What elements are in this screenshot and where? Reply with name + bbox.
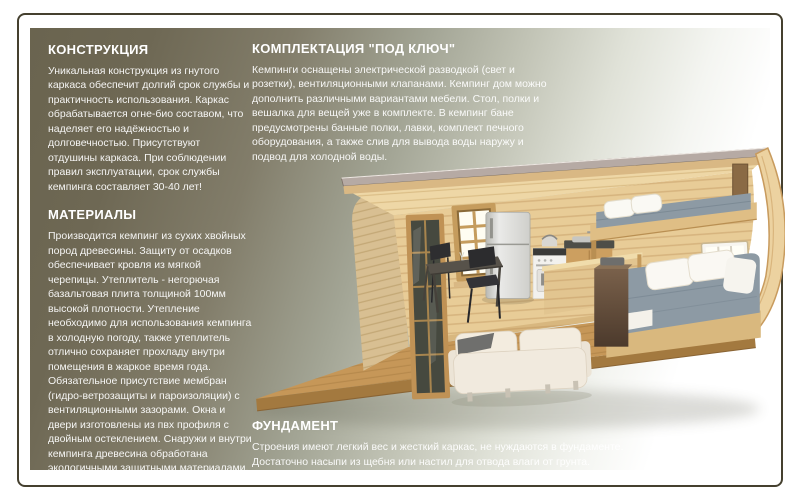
bed-pillow [645,257,694,290]
sink [572,236,592,242]
left-column [48,42,252,476]
walnut-cabinet [594,257,632,346]
loft-pillow [603,198,635,219]
glazed-door [406,214,451,400]
materials-body: Производится кемпинг из сухих хвойных пород древесины. Защиту от осадков обеспечивает кровля из мягкой черепицы. Утеплитель - негорючая базальтовая плита толщиной 100мм высокой плотности. Утепление необходимо для использования кемпинга в холодную погоду, также утеплитель отлично сохраняет прохладу внутри помещения в жаркое время года. Обязательное присутствие мембран (гидро-ветрозащиты и пароизоляции) с вентиляционными зазорами. Окна и двери изготовлены из пвх профиля с двойным остеклением. Снаружи и внутри кемпинга древесина обработана экологичными защитными материалами. [48,230,252,475]
construction-heading: КОНСТРУКЦИЯ [48,42,149,57]
camping-house-illustration [253,140,785,446]
foundation-body: Строения имеют легкий вес и жесткий каркас, не нуждаются в фундаменте. Достаточно насыпи из щебня или настил для отвода влаги от грунта. [252,441,624,468]
foundation-column [252,418,656,470]
construction-body: Уникальная конструкция из гнутого каркаса обеспечит долгий срок службы и практичность использования. Каркас обрабатывается огне-био составом, что наделяет его надёжностью и долговечностью. Присутствуют отдушины каркаса. При соблюдении правил эксплуатации, срок службы кемпинга составляет 30-40 лет! [48,65,250,193]
equipment-heading: КОМПЛЕКТАЦИЯ "ПОД КЛЮЧ" [252,41,456,56]
equipment-column [252,41,554,164]
loft-pillow [631,193,663,214]
bed-pillow [722,256,757,294]
foundation-heading: ФУНДАМЕНТ [252,418,339,433]
sofa [447,327,593,410]
materials-heading: МАТЕРИАЛЫ [48,207,137,223]
equipment-body: Кемпинги оснащены электрической разводкой (свет и розетки), вентиляционными клапанами. Кемпинг дом можно дополнить различными вариантами мебели. Стол, полки и вешалка для вещей уже в комплекте. В кемпинг бане предусмотрены банные полки, лавки, комплект печного оборудования, а также слив для вывода воды наружу и подвод для холодной воды. [252,64,547,163]
